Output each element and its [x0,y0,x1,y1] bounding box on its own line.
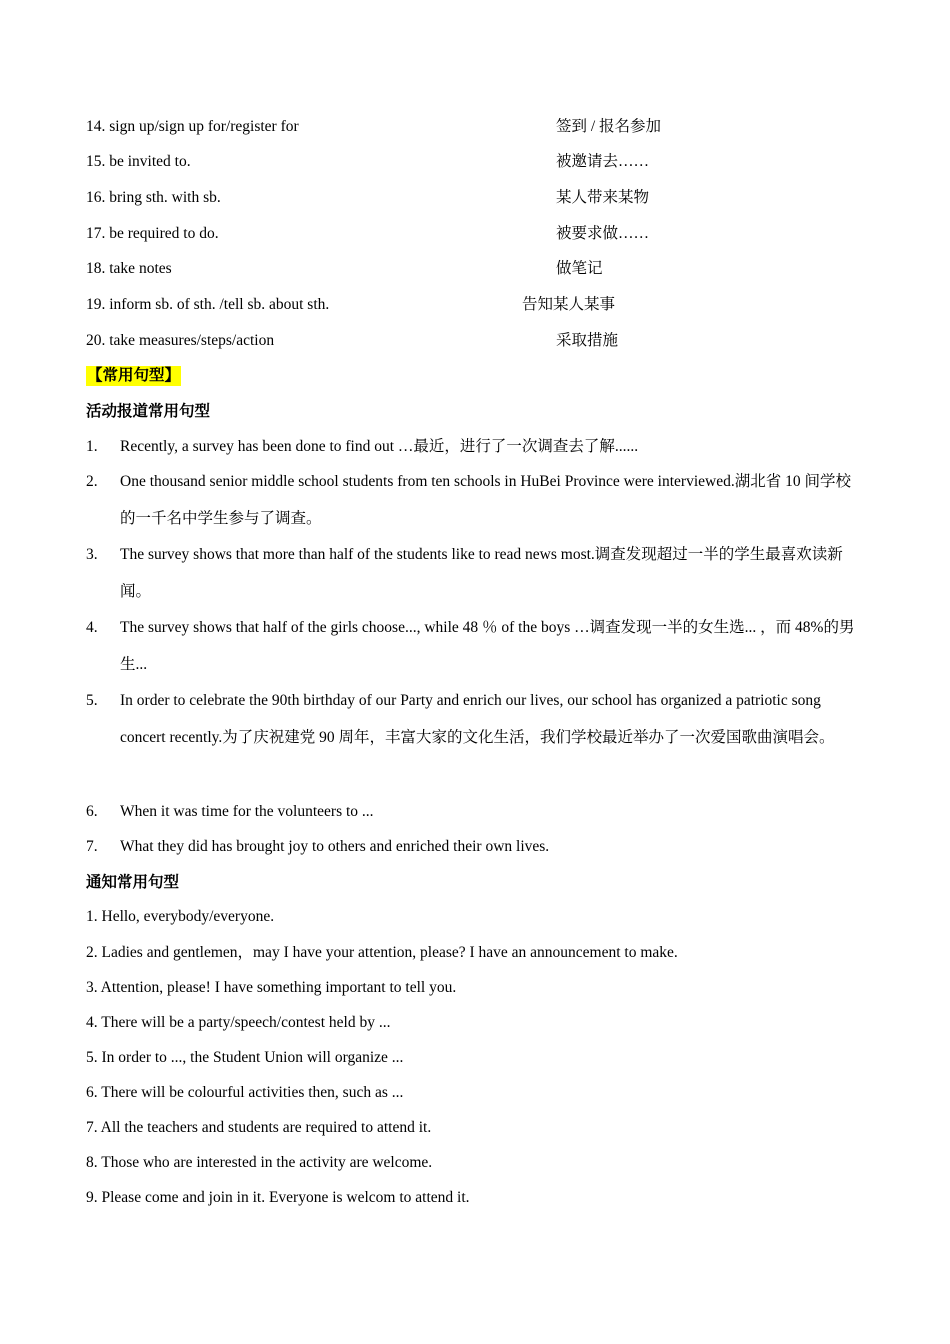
report-item: What they did has brought joy to others and enriched their own lives. [120,838,550,855]
item-number: 3. [86,546,98,563]
report-item: When it was time for the volunteers to ... [120,803,374,820]
phrase-en: 14. sign up/sign up for/register for [86,118,299,135]
report-item: One thousand senior middle school students from ten schools in HuBei Province were interviewed.湖北省 10 间学校的一千名中学生参与了调查。 [120,473,851,527]
phrase-zh: 采取措施 [556,332,619,349]
item-number: 2. [86,473,98,490]
phrase-zh: 签到 / 报名参加 [556,118,662,135]
report-item: In order to celebrate the 90th birthday of our Party and enrich our lives, our school has organized a patriotic song concert recently.为了庆祝建党 90 周年，丰富大家的文化生活，我们学校最近举办了一次爱国歌曲演唱会。 [120,692,835,746]
notice-item: 5. In order to ..., the Student Union will organize ... [86,1049,404,1066]
phrase-en: 19. inform sb. of sth. /tell sb. about sth. [86,296,330,313]
notice-heading: 通知常用句型 [86,874,180,891]
section-tag: 【常用句型】 [87,367,181,384]
notice-item: 7. All the teachers and students are required to attend it. [86,1119,432,1136]
report-item: The survey shows that more than half of the students like to read news most.调查发现超过一半的学生最喜欢读新闻。 [120,546,843,600]
item-number: 1. [86,438,98,455]
notice-item: 6. There will be colourful activities then, such as ... [86,1084,404,1101]
phrase-en: 18. take notes [86,260,172,277]
phrase-en: 20. take measures/steps/action [86,332,275,349]
notice-item: 4. There will be a party/speech/contest held by ... [86,1014,391,1031]
phrase-zh: 被邀请去…… [556,153,650,170]
notice-item: 8. Those who are interested in the activity are welcome. [86,1154,433,1171]
item-number: 7. [86,838,98,855]
notice-item: 2. Ladies and gentlemen，may I have your attention, please? I have an announcement to make. [86,944,678,961]
phrase-en: 17. be required to do. [86,225,219,242]
notice-item: 9. Please come and join in it. Everyone is welcom to attend it. [86,1189,470,1206]
phrase-zh: 告知某人某事 [522,296,616,313]
notice-item: 1. Hello, everybody/everyone. [86,908,275,925]
report-item: Recently, a survey has been done to find out …最近，进行了一次调查去了解...... [120,438,639,455]
phrase-en: 16. bring sth. with sb. [86,189,221,206]
report-item: The survey shows that half of the girls choose..., while 48 ％ of the boys …调查发现一半的女生选... ，而 48%的男生... [120,619,855,673]
phrase-zh: 做笔记 [556,260,603,277]
phrase-en: 15. be invited to. [86,153,191,170]
item-number: 5. [86,692,98,709]
phrase-zh: 被要求做…… [556,225,650,242]
report-heading: 活动报道常用句型 [86,403,211,420]
item-number: 4. [86,619,98,636]
item-number: 6. [86,803,98,820]
notice-item: 3. Attention, please! I have something important to tell you. [86,979,457,996]
phrase-zh: 某人带来某物 [556,189,650,206]
